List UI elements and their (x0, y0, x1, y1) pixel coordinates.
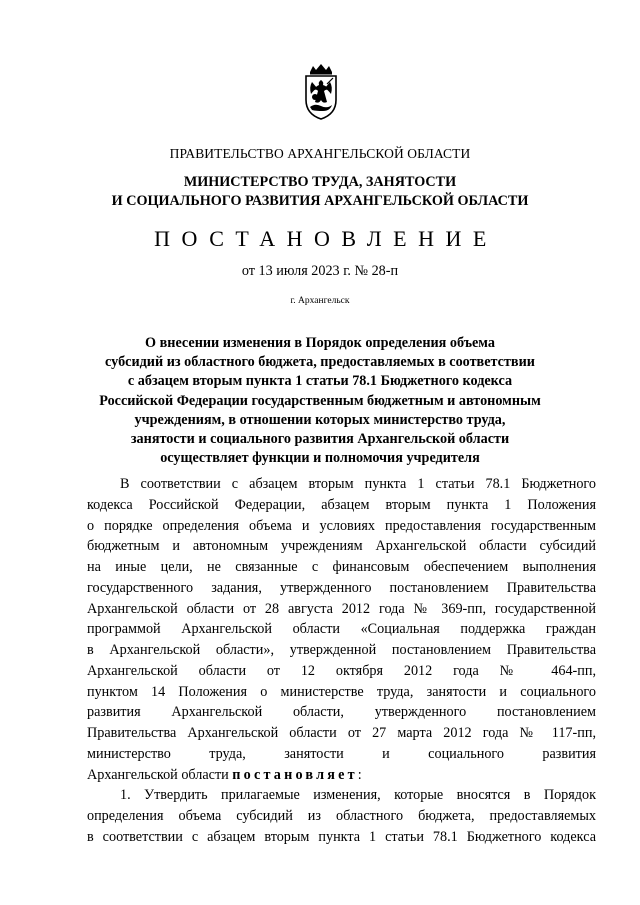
resolves-keyword: постановляет (232, 766, 358, 783)
ministry-line-2: И СОЦИАЛЬНОГО РАЗВИТИЯ АРХАНГЕЛЬСКОЙ ОБЛАСТИ (111, 193, 529, 209)
body-line: в Архангельской области», утвержденной постановлением Правительства (87, 642, 596, 658)
body-line: кодекса Российской Федерации, абзацем вторым пункта 1 Положения (87, 496, 596, 513)
item-1-line: 1. Утвердить прилагаемые изменения, которые вносятся в Порядок (120, 787, 596, 804)
item-1-line: определения объема субсидий из областного бюджета, предоставляемых (87, 808, 596, 824)
subject-line: занятости и социального развития Архангельской области (130, 431, 510, 448)
body-line: министерство труда, занятости и социального развития (87, 745, 596, 762)
body-line: о порядке определения объема и условиях предоставления государственным (87, 517, 596, 534)
document-subject (0, 334, 640, 468)
body-line-suffix: : (357, 766, 362, 783)
body-line: В соответствии с абзацем вторым пункта 1 статьи 78.1 Бюджетного (120, 476, 596, 492)
body-line: на иные цели, не связанные с финансовым обеспечением выполнения (87, 559, 596, 575)
subject-line: учреждениям, в отношении которых министерство труда, (134, 411, 506, 428)
body-line: бюджетным и автономным учреждениям Архангельской области субсидий (87, 538, 596, 555)
subject-line: субсидий из областного бюджета, предоставляемых в соответствии (105, 354, 535, 371)
body-line: Правительства Архангельской области от 27 марта 2012 года № 117-пп, (87, 725, 596, 741)
body-line: развития Архангельской области, утвержденного постановлением (87, 704, 596, 721)
document-type-title: ПОСТАНОВЛЕНИЕ (154, 226, 498, 251)
body-line: пунктом 14 Положения о министерстве труда, занятости и социального (87, 683, 596, 700)
body-line: Архангельской области от 28 августа 2012 года № 369-пп, государственной (87, 600, 596, 617)
subject-line: с абзацем вторым пункта 1 статьи 78.1 Бюджетного кодекса (127, 373, 513, 390)
date-and-number: от 13 июля 2023 г. № 28-п (241, 263, 399, 279)
city-name: г. Архангельск (290, 296, 350, 306)
item-1-line: в соответствии с абзацем вторым пункта 1 статьи 78.1 Бюджетного кодекса (87, 828, 596, 845)
body-line: государственного задания, утвержденного постановлением Правительства (87, 579, 596, 596)
coat-of-arms-icon (303, 64, 339, 120)
ministry-name (0, 173, 640, 211)
ministry-line-1: МИНИСТЕРСТВО ТРУДА, ЗАНЯТОСТИ (183, 174, 457, 190)
government-name: ПРАВИТЕЛЬСТВО АРХАНГЕЛЬСКОЙ ОБЛАСТИ (169, 146, 471, 161)
body-line: Архангельской области от 12 октября 2012 года № 464-пп, (87, 662, 596, 679)
subject-line: О внесении изменения в Порядок определения объема (145, 335, 495, 351)
subject-line: Российской Федерации государственным бюджетным и автономным (99, 392, 541, 409)
body-line: программой Архангельской области «Социальная поддержка граждан (87, 621, 596, 638)
body-line-final (87, 765, 596, 786)
body-line-prefix: Архангельской области (87, 766, 233, 783)
subject-line: осуществляет функции и полномочия учредителя (160, 450, 480, 467)
document-body (87, 474, 596, 848)
